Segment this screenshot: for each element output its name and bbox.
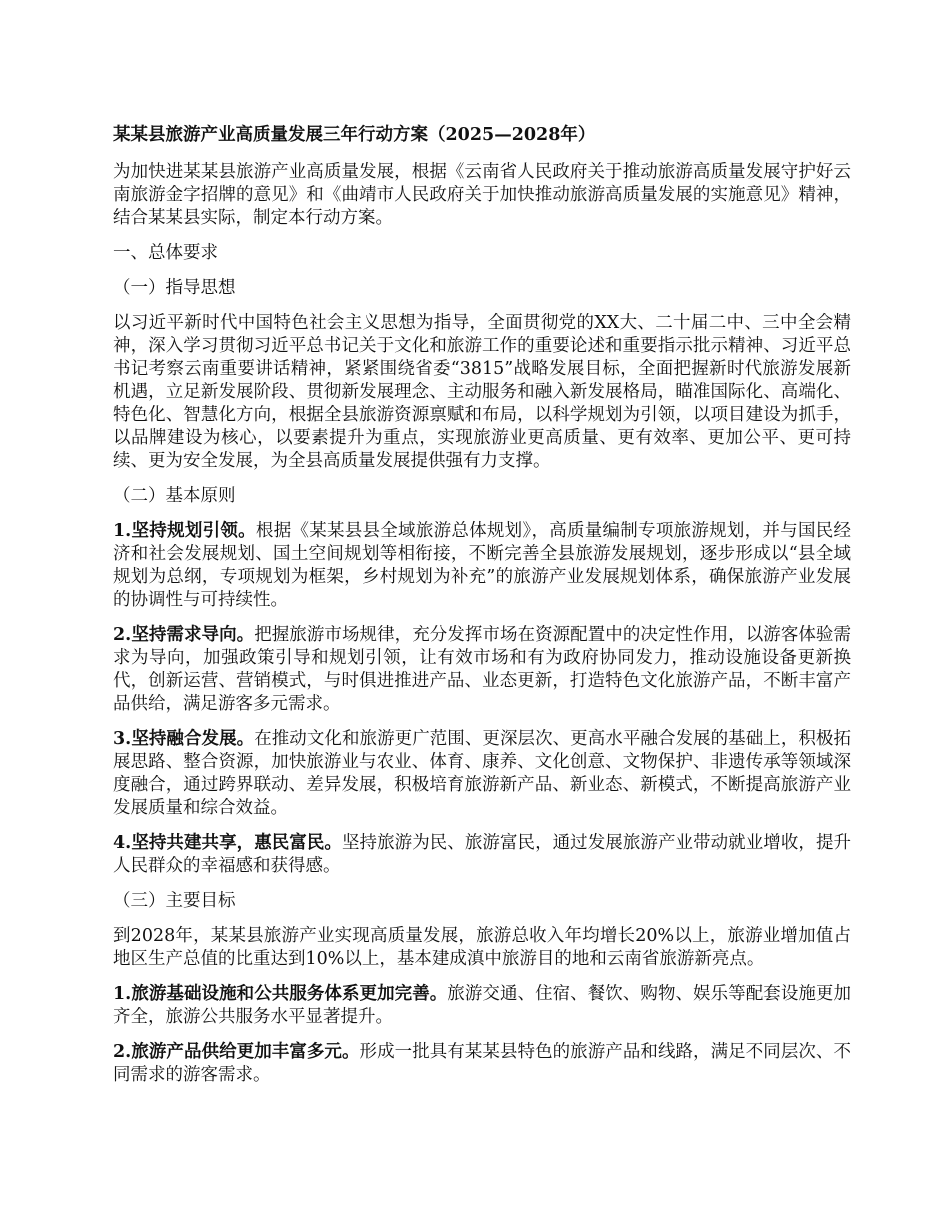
principle-item [113,624,851,716]
intro-paragraph: 为加快进某某县旅游产业高质量发展，根据《云南省人民政府关于推动旅游高质量发展守护好云南旅游金字招牌的意见》和《曲靖市人民政府关于加快推动旅游高质量发展的实施意见》精神，结合某某县实际，制定本行动方案。 [113,162,851,228]
principle-lead: 4.坚持共建共享，惠民富民。 [113,833,342,853]
principle-lead: 2.坚持需求导向。 [113,625,255,645]
principle-lead: 1.坚持规划引领。 [113,521,256,541]
principle-text: 把握旅游市场规律，充分发挥市场在资源配置中的决定性作用，以游客体验需求为导向，加强政策引导和规划引领，让有效市场和有为政府协同发力，推动设施设备更新换代，创新运营、营销模式，与时俱进推进产品、业态更新，打造特色文化旅游产品，不断丰富产品供给，满足游客多元需求。 [113,625,851,714]
goal-lead: 1.旅游基础设施和公共服务体系更加完善。 [113,984,448,1004]
goal-text: 旅游交通、住宿、餐饮、购物、娱乐等配套设施更加齐全，旅游公共服务水平显著提升。 [113,984,851,1027]
goal-lead: 2.旅游产品供给更加丰富多元。 [113,1042,360,1062]
principle-text: 坚持旅游为民、旅游富民，通过发展旅游产业带动就业增收，提升人民群众的幸福感和获得感。 [113,833,851,876]
principle-item [113,520,851,612]
subsection-heading: （二）基本原则 [113,486,236,506]
principle-text: 在推动文化和旅游更广范围、更深层次、更高水平融合发展的基础上，积极拓展思路、整合资源，加快旅游业与农业、体育、康养、文化创意、文物保护、非遗传承等领域深度融合，通过跨界联动、差异发展，积极培育旅游新产品、新业态、新模式，不断提高旅游产业发展质量和综合效益。 [113,729,851,818]
document-page [113,124,851,1099]
subsection-heading: （一）指导思想 [113,278,236,298]
section-heading: 一、总体要求 [113,243,218,263]
subsection-heading: （三）主要目标 [113,891,236,911]
goal-item [113,1041,851,1087]
goal-text: 形成一批具有某某县特色的旅游产品和线路，满足不同层次、不同需求的游客需求。 [113,1042,851,1085]
goals-paragraph: 到2028年，某某县旅游产业实现高质量发展，旅游总收入年均增长20%以上，旅游业增加值占地区生产总值的比重达到10%以上，基本建成滇中旅游目的地和云南省旅游新亮点。 [113,926,851,969]
principle-lead: 3.坚持融合发展。 [113,729,255,749]
principle-text: 根据《某某县县全域旅游总体规划》，高质量编制专项旅游规划，并与国民经济和社会发展规划、国土空间规划等相衔接，不断完善全县旅游发展规划，逐步形成以“县全域规划为总纲，专项规划为框架，乡村规划为补充”的旅游产业发展规划体系，确保旅游产业发展的协调性与可持续性。 [113,521,851,610]
guiding-thought-paragraph: 以习近平新时代中国特色社会主义思想为指导，全面贯彻党的XX大、二十届二中、三中全会精神，深入学习贯彻习近平总书记关于文化和旅游工作的重要论述和重要指示批示精神、习近平总书记考察云南重要讲话精神，紧紧围绕省委“3815”战略发展目标，全面把握新时代旅游发展新机遇，立足新发展阶段、贯彻新发展理念、主动服务和融入新发展格局，瞄准国际化、高端化、特色化、智慧化方向，根据全县旅游资源禀赋和布局，以科学规划为引领，以项目建设为抓手，以品牌建设为核心，以要素提升为重点，实现旅游业更高质量、更有效率、更加公平、更可持续、更为安全发展，为全县高质量发展提供强有力支撑。 [113,313,851,471]
principle-item [113,728,851,820]
document-title: 某某县旅游产业高质量发展三年行动方案（2025—2028年） [113,125,596,145]
principle-item [113,832,851,878]
goal-item [113,983,851,1029]
